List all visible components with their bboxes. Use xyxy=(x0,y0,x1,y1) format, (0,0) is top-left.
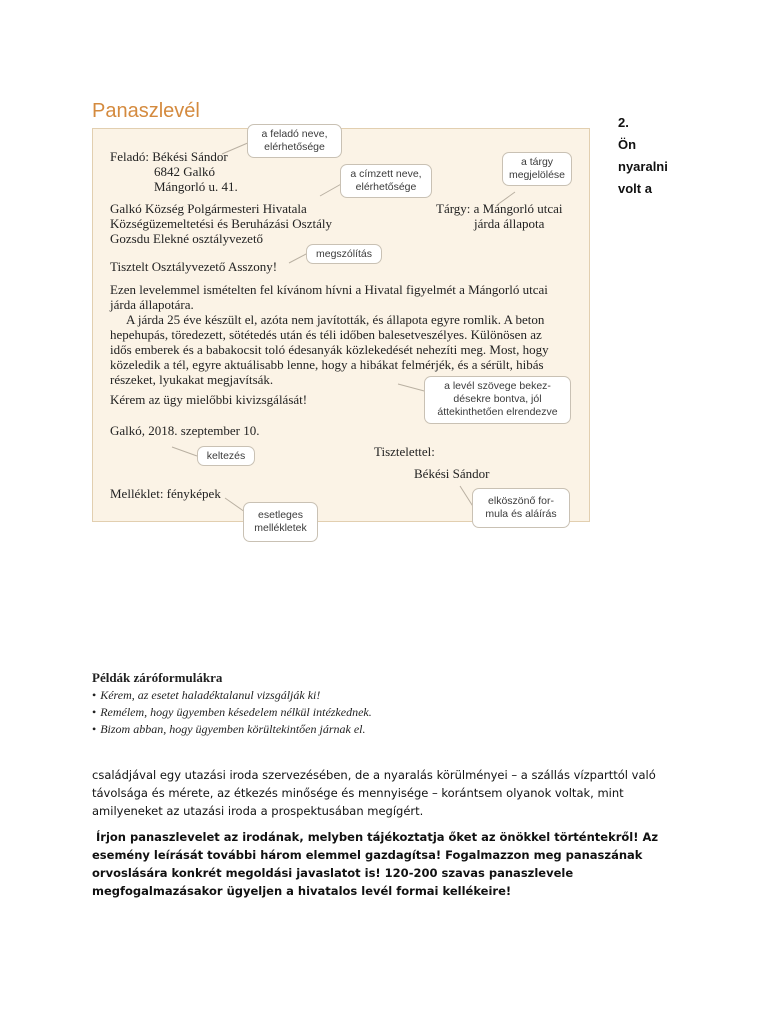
para1-line-1: Ezen levelemmel ismételten fel kívánom hívni a Hivatal figyelmét a Mángorló utcai xyxy=(110,282,548,297)
callout-recipient-line-2: elérhetősége xyxy=(355,181,417,193)
sender-line-3: Mángorló u. 41. xyxy=(154,179,238,194)
recipient-line-2: Községüzemeltetési és Beruházási Osztály xyxy=(110,216,332,231)
callout-subject xyxy=(502,152,572,186)
side-text-line-3: volt a xyxy=(618,181,652,196)
callout-sender-line-2: elérhetősége xyxy=(264,141,325,153)
subject-line-2: járda állapota xyxy=(474,216,545,231)
example-item: • Remélem, hogy ügyemben késedelem nélkül intézkednek. xyxy=(92,704,372,721)
callout-attachments-line-2: mellékletek xyxy=(254,522,307,534)
side-text-line-2: nyaralni xyxy=(618,159,668,174)
letter-date: Galkó, 2018. szeptember 10. xyxy=(110,423,260,438)
signature: Békési Sándor xyxy=(414,466,490,481)
side-text-line-1: Ön xyxy=(618,137,637,152)
task-number: 2. xyxy=(618,115,629,130)
sender-line-2: 6842 Galkó xyxy=(154,164,216,179)
callout-recipient-line-1: a címzett neve, xyxy=(350,168,422,180)
callout-subject-line-2: megjelölése xyxy=(508,169,566,181)
example-item: • Bizom abban, hogy ügyemben körültekintően járnak el. xyxy=(92,721,372,738)
para2-line-4: közeledik a tél, egyre aktuálisabb lenne, hogy a hibákat felmérjék, és a sérült, hibás xyxy=(110,357,544,372)
callout-paragraphs-line-3: áttekinthetően elrendezve xyxy=(437,406,558,418)
closing-formula: Tisztelettel: xyxy=(374,444,435,459)
sender-line-1: Feladó: Békési Sándor xyxy=(110,149,228,164)
para2-line-3: idős emberek és a babakocsit toló édesanyák közlekedését nehezíti meg. Most, hogy xyxy=(110,342,549,357)
task-paragraph-1: családjával egy utazási iroda szervezésében, de a nyaralás körülményei – a szállás vízparttól való távolsága és mérete, az étkezés minősége és mennyisége – korántsem olyanok voltak, mint amilyeneket az utazási iroda a prospektusában megígért. xyxy=(92,768,656,818)
task-paragraph-2: Írjon panaszlevelet az irodának, melyben tájékoztatja őket az önökkel történtekről! Az esemény leírását további három elemmel gazdagítsa! Fogalmazzon meg panaszának orvoslására konkrét megoldási javaslatot is! 120-200 szavas panaszlevele megfogalmazásakor ügyeljen a hivatalos levél formai kellékeire! xyxy=(92,830,663,898)
recipient-line-3: Gozsdu Elekné osztályvezető xyxy=(110,231,264,246)
callout-attachments-line-1: esetleges xyxy=(258,509,303,521)
callout-sender xyxy=(247,124,342,158)
callout-closing-line-1: elköszönő for- xyxy=(488,495,554,507)
examples-title: Példák záróformulákra xyxy=(92,670,223,685)
callout-attachments xyxy=(243,502,318,542)
callout-sender-line-1: a feladó neve, xyxy=(261,128,328,140)
callout-closing xyxy=(472,488,570,528)
callout-subject-line-1: a tárgy xyxy=(520,156,554,168)
salutation: Tisztelt Osztályvezető Asszony! xyxy=(110,259,278,274)
recipient-line-1: Galkó Község Polgármesteri Hivatala xyxy=(110,201,307,216)
para2-line-2: hepehupás, töredezett, sötétedés után és téli időben balesetveszélyes. Különösen az xyxy=(110,327,542,342)
letter-title: Panaszlevél xyxy=(92,100,200,122)
para2-line-1: A járda 25 éve készült el, azóta nem javították, és állapota egyre romlik. A beton xyxy=(126,312,545,327)
callout-paragraphs xyxy=(424,376,571,424)
subject-line-1: Tárgy: a Mángorló utcai xyxy=(436,201,563,216)
request-line: Kérem az ügy mielőbbi kivizsgálását! xyxy=(110,392,308,407)
callout-paragraphs-line-1: a levél szövege bekez- xyxy=(444,380,551,392)
para2-line-5: részeket, lyukakat megjavítsák. xyxy=(110,372,274,387)
callout-paragraphs-line-2: désekre bontva, jól xyxy=(453,393,542,405)
para1-line-2: járda állapotára. xyxy=(110,297,194,312)
callout-recipient xyxy=(340,164,432,198)
examples-list xyxy=(92,687,372,738)
callout-salutation: megszólítás xyxy=(306,244,382,264)
callout-date: keltezés xyxy=(197,446,255,466)
attachment-line: Melléklet: fényképek xyxy=(110,486,221,501)
callout-closing-line-2: mula és aláírás xyxy=(485,508,557,520)
example-item: • Kérem, az esetet haladéktalanul vizsgálják ki! xyxy=(92,687,372,704)
